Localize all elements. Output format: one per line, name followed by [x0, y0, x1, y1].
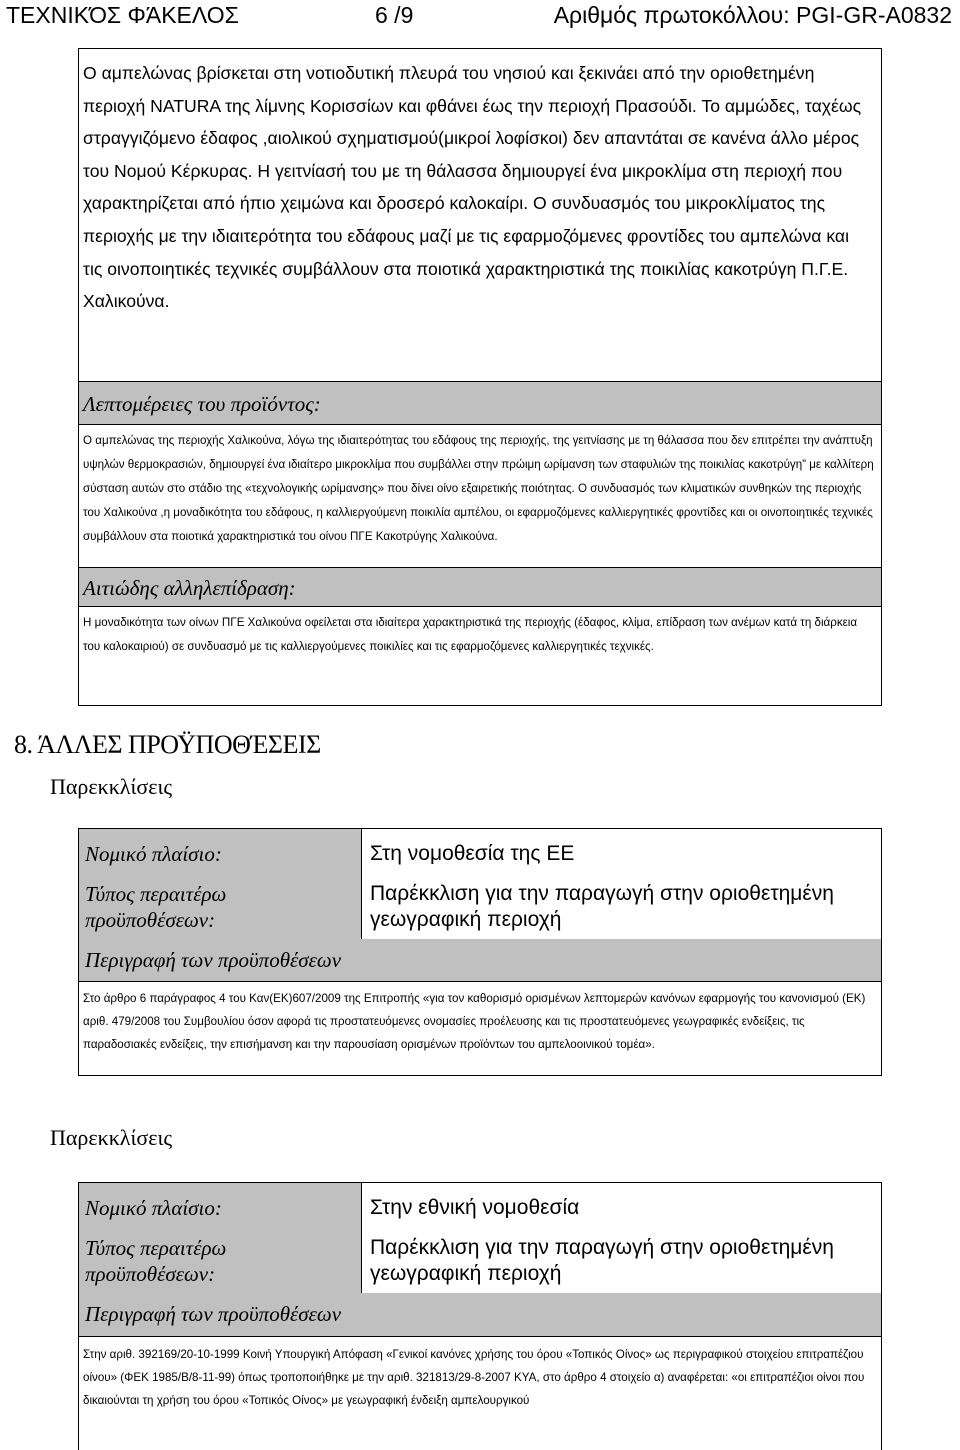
condition-type-value: Παρέκκλιση για την παραγωγή στην οριοθετημένη γεωγραφική περιοχή — [370, 882, 834, 931]
page-header — [0, 0, 960, 34]
derogation-box — [78, 828, 882, 1076]
protocol-number: Αριθμός πρωτοκόλλου: PGI-GR-A0832 — [553, 2, 952, 28]
derogations-title: Παρεκκλίσεις — [50, 774, 173, 799]
causal-interaction-text: Η μοναδικότητα των οίνων ΠΓΕ Χαλικούνα οφείλεται στα ιδιαίτερα χαρακτηριστικά της περιοχής (έδαφος, κλίμα, επίδραση των ανέμων κατά τη διάρκεια του καλοκαιριού) σε συνδυασμό με τις καλλιεργούμενες ποικιλίες και τις εφαρμοζόμενες καλλιεργητικές τεχνικές. — [83, 616, 858, 653]
condition-type-label: Τύπος περαιτέρω προϋποθέσεων: — [85, 882, 227, 932]
derogation-box — [78, 1182, 882, 1450]
condition-description-label: Περιγραφή των προϋποθέσεων — [85, 948, 342, 972]
legal-framework-label: Νομικό πλαίσιο: — [85, 1196, 222, 1220]
derogation-values-cell — [361, 1183, 881, 1293]
intro-paragraph: Ο αμπελώνας βρίσκεται στη νοτιοδυτική πλευρά του νησιού και ξεκινάει από την οριοθετημένη περιοχή NATURA της λίμνης Κορισσίων και φθάνει έως την περιοχή Πρασούδι. Το αμμώδες, ταχέως στραγγιζόμενο έδαφος ,αιολικού σχηματισμού(μικροί λοφίσκοι) δεν απαντάται σε κανένα άλλο μέρος του Νομού Κέρκυρας. Η γειτνίασή του με τη θάλασσα δημιουργεί ένα μικροκλίμα στη περιοχή που χαρακτηρίζεται από ήπιο χειμώνα και δροσερό καλοκαίρι. Ο συνδυασμός του μικροκλίματος της περιοχής με την ιδιαιτερότητα του εδάφους μαζί με τις εφαρμοζόμενες φροντίδες του αμπελώνα και τις οινοποιητικές τεχνικές συμβάλλουν στα ποιοτικά χαρακτηριστικά της ποικιλίας κακοτρύγη Π.Γ.Ε. Χαλικούνα. — [83, 63, 862, 312]
divider — [79, 981, 881, 982]
derogations-title: Παρεκκλίσεις — [50, 1125, 173, 1150]
condition-description-text: Στην αριθ. 392169/20-10-1999 Κοινή Υπουργική Απόφαση «Γενικοί κανόνες χρήσης του όρου «Τοπικός Οίνος» ως περιγραφικού στοιχείου επιτραπέζιου οίνου» (ΦΕΚ 1985/Β/8-11-99) όπως τροποποιήθηκε με την αριθ. 321813/29-8-2007 ΚΥΑ, στο άρθρο 4 στοιχείο α) αναφέρεται: «οι επιτραπέζιοι οίνοι που δικαιούνται τη χρήση του όρου «Τοπικός Οίνος» με γεωγραφική ένδειξη αμπελουργικού — [83, 1348, 865, 1407]
product-details-heading: Λεπτομέρειες του προϊόντος: — [79, 381, 881, 425]
section-title: 8. ΆΛΛΕΣ ΠΡΟΫΠΟΘΈΣΕΙΣ — [14, 730, 321, 759]
product-details-text: Ο αμπελώνας της περιοχής Χαλικούνα, λόγω της ιδιαιτερότητας του εδάφους της περιοχής, της γειτνίασης με τη θάλασσα που δεν επιτρέπει την ανάπτυξη υψηλών θερμοκρασιών, δημιουργεί ένα ιδιαίτερο μικροκλίμα που συμβάλλει στην πρώιμη ωρίμανση των σταφυλιών της ποικιλίας κακοτρύγη” με καλλίτερη σύσταση αυτών στο στάδιο της «τεχνολογικής ωρίμανσης» που δίνει οίνο εξαιρετικής ποιότητας. Ο συνδυασμός των κλιματικών συνθηκών της περιοχής του Χαλικούνα ,η μοναδικότητα του εδάφους, η καλλιεργούμενη ποικιλία αμπέλου, οι εφαρμοζόμενες καλλιεργητικές φροντίδες και οι οινοποιητικές τεχνικές συμβάλλουν στα ποιοτικά χαρακτηριστικά του οίνου ΠΓΕ Κακοτρύγης Χαλικούνα. — [83, 434, 874, 543]
link-description-box — [78, 48, 882, 706]
condition-type-value: Παρέκκλιση για την παραγωγή στην οριοθετημένη γεωγραφική περιοχή — [370, 1236, 834, 1285]
condition-description-label: Περιγραφή των προϋποθέσεων — [85, 1302, 342, 1326]
page-number: 6 /9 — [375, 2, 414, 28]
legal-framework-value: Στην εθνική νομοθεσία — [370, 1196, 580, 1219]
divider — [79, 1336, 881, 1337]
legal-framework-value: Στη νομοθεσία της ΕΕ — [370, 842, 575, 865]
document-type: ΤΕΧΝΙΚΌΣ ΦΆΚΕΛΟΣ — [6, 2, 239, 28]
condition-description-text: Στο άρθρο 6 παράγραφος 4 του Καν(ΕΚ)607/2009 της Επιτροπής «για τον καθορισμό ορισμένων λεπτομερών κανόνων εφαρμογής του κανονισμού (ΕΚ) αριθ. 479/2008 του Συμβουλίου όσον αφορά τις προστατευόμενες ονομασίες προέλευσης και τις προστατευόμενες γεωγραφικές ενδείξεις, τις παραδοσιακές ενδείξεις, την επισήμανση και την παρουσίαση ορισμένων προϊόντων του αμπελοοινικού τομέα». — [83, 992, 866, 1051]
legal-framework-label: Νομικό πλαίσιο: — [85, 842, 222, 866]
causal-interaction-heading: Αιτιώδης αλληλεπίδραση: — [79, 567, 881, 607]
condition-type-label: Τύπος περαιτέρω προϋποθέσεων: — [85, 1236, 227, 1286]
derogation-values-cell — [361, 829, 881, 939]
